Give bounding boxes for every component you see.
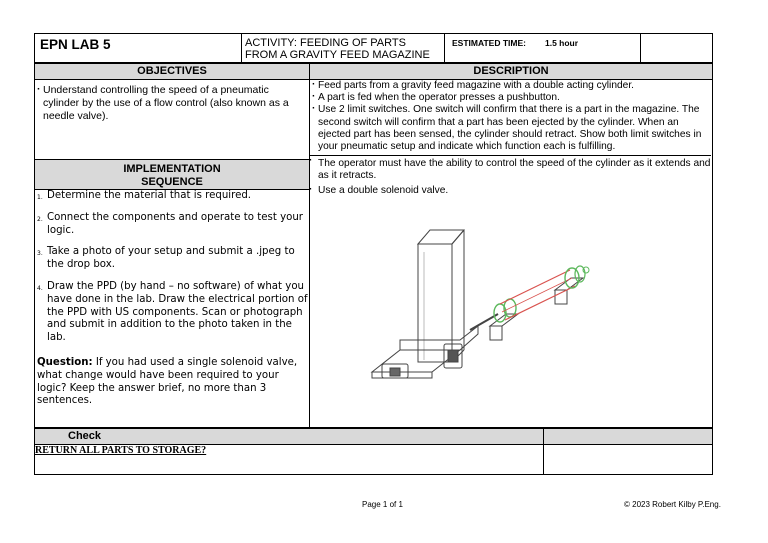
step-item: 3. Take a photo of your setup and submit a .jpeg to the drop box. [37, 246, 295, 271]
step-item: 1. Determine the material that is required. [37, 190, 252, 201]
step-item: 4. Draw the PPD (by hand – no software) of what you have done in the lab. Draw the electrical portion of the PPD with US components. Scan or photograph and submit in addition to the photo taken in the lab. [37, 280, 308, 344]
objectives-heading: OBJECTIVES [137, 65, 207, 77]
pneumatic-cylinder [470, 266, 589, 330]
objective-item: · Understand controlling the speed of a pneumatic cylinder by the use of a flow control (also known as a needle valve). [37, 84, 305, 123]
estimated-time-label: ESTIMATED TIME: [452, 38, 526, 48]
objectives-list [37, 84, 305, 123]
description-item: · The operator must have the ability to control the speed of the cylinder as it extends and as it retracts. [309, 155, 711, 184]
description-item: · Feed parts from a gravity feed magazine with a double acting cylinder. [312, 80, 711, 92]
description-heading: DESCRIPTION [473, 65, 549, 77]
implementation-heading-2: SEQUENCE [141, 176, 203, 188]
check-heading-cell-right [543, 428, 713, 445]
return-parts-checkbox-cell[interactable] [543, 444, 713, 475]
lab-title: EPN LAB 5 [40, 37, 111, 52]
check-heading-cell [34, 428, 544, 445]
description-item: · Use a double solenoid valve. [309, 185, 711, 197]
copyright: © 2023 Robert Kilby P.Eng. [624, 500, 721, 509]
implementation-heading-1: IMPLEMENTATION [123, 163, 221, 175]
header-divider-3 [640, 33, 641, 63]
question-paragraph [37, 357, 308, 408]
activity-line-2: FROM A GRAVITY FEED MAGAZINE [245, 49, 430, 61]
magazine-top [418, 230, 464, 244]
check-heading: Check [68, 430, 102, 442]
return-parts-text: RETURN ALL PARTS TO STORAGE? [35, 445, 207, 456]
implementation-steps [37, 190, 308, 408]
gravity-feed-apparatus-illustration [360, 222, 600, 407]
step-item: 2. Connect the components and operate to test your logic. [37, 211, 303, 236]
estimated-time-value: 1.5 hour [545, 38, 579, 48]
page-number: Page 1 of 1 [362, 500, 403, 509]
question-label: Question: [37, 356, 93, 368]
activity-line-1: ACTIVITY: FEEDING OF PARTS [245, 37, 406, 49]
description-item: · A part is fed when the operator presses a pushbutton. [312, 92, 711, 104]
description-list [312, 80, 711, 197]
question-text: If you had used a single solenoid valve, what change would have been required to your logic? Keep the answer brief, no more than 3 sentences. [37, 356, 298, 407]
description-item: · Use 2 limit switches. One switch will confirm that there is a part in the magazine. The second switch will confirm that a part has been ejected by the cylinder. When an ejected part has been sensed, the cylinder should retract. Show both limit switches in your pneumatic setup and indicate which function each is fulfilling. [312, 104, 711, 155]
header-divider-2 [444, 33, 445, 63]
base-plate-lower [372, 350, 460, 372]
base-plate [400, 326, 478, 350]
header-divider-1 [241, 33, 242, 63]
